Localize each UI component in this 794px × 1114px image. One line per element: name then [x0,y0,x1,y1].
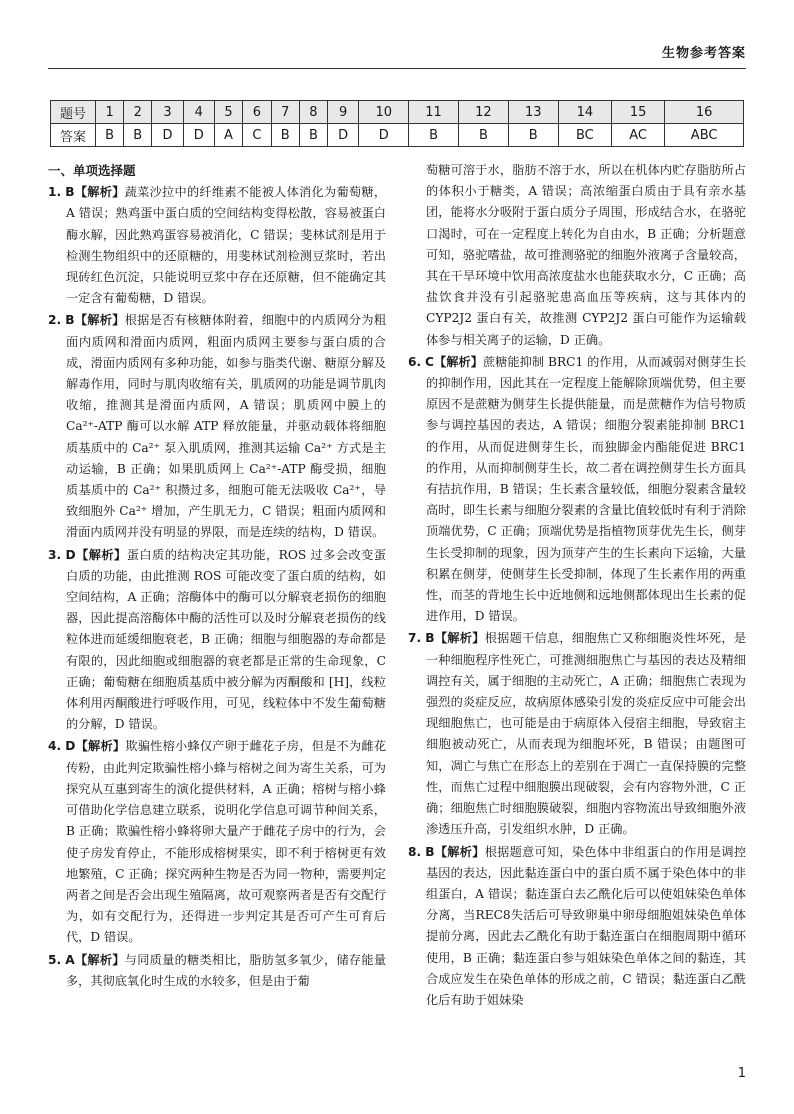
question-number-cell: 8 [299,101,327,124]
answer-cell: B [124,124,152,147]
left-column [48,160,386,993]
answer-letter: B [425,631,435,646]
row-label-answer: 答案 [51,124,96,147]
section-title: 一、单项选择题 [48,163,136,178]
page-number: 1 [737,1066,746,1081]
analysis-tag: 【解析】 [74,952,125,967]
analysis-tag: 【解析】 [434,354,483,369]
answer-cell: B [271,124,299,147]
explanation-item [48,736,386,948]
right-column [408,160,746,1012]
answer-cell: B [508,124,558,147]
question-number-cell: 10 [359,101,409,124]
explanation-text: 萄糖可溶于水，脂肪不溶于水，所以在机体内贮存脂肪所占的体积小于糖类，A 错误；高浓缩蛋白质由于具有亲水基团，能将水分吸附于蛋白质分子周围，形成结合水，在骆驼口渴时，可在一定程度上转化为自由水，B 正确；分析题意可知，骆驼嗜盐，故可推测骆驼的细胞外液离子含量较高，其在干旱环境中饮用高浓度盐水也能获取水分，C 正确；高盐饮食并没有引起骆驼患高血压等疾病，这与其体内的 CYP2J2 蛋白有关，故推测 CYP2J2 蛋白可能作为运输载体参与相关离子的运输，D 正确。 [426,163,746,347]
question-number-cell: 13 [508,101,558,124]
explanation-text: 与同质量的糖类相比，脂肪氢多氧少，储存能量多，其彻底氧化时生成的水较多，但是由于葡 [66,952,387,988]
analysis-tag: 【解析】 [75,739,126,754]
explanation-item [48,310,386,543]
answer-letter: A [65,952,75,967]
question-number-cell: 5 [214,101,242,124]
question-number: 4. [48,739,62,754]
answer-letter: B [425,844,435,859]
question-number-cell: 6 [243,101,272,124]
explanation-text: 蔗糖能抑制 BRC1 的作用，从而减弱对侧芽生长的抑制作用，因此其在一定程度上能解除顶端优势，但主要原因不是蔗糖为侧芽生长提供能量，而是蔗糖作为信号物质参与调控基因的表达，A 错误；细胞分裂素能抑制 BRC1 的作用，从而促进侧芽生长，而独脚金内酯能促进 BRC1 的作用，从而抑制侧芽生长，故二者在调控侧芽生长方面具有拮抗作用，B 错误；生长素含量较低，细胞分裂素含量较高时，即生长素与细胞分裂素的含量比值较低时有利于消除顶端优势，C 正确；顶端优势是指植物顶芽优先生长，侧芽生长受抑制的现象，因为顶芽产生的生长素向下运输，大量积累在侧芽，使侧芽生长受抑制，体现了生长素作用的两重性，而茎的背地生长中近地侧和远地侧都体现出生长素的促进作用，D 错误。 [426,354,747,624]
question-number: 2. [48,313,62,328]
answer-cell: B [409,124,459,147]
answer-letter: D [65,547,76,562]
question-number: 1. [48,185,62,200]
explanation-item [408,352,746,628]
question-number: 5. [48,952,62,967]
analysis-tag: 【解析】 [434,844,485,859]
row-label-question-number: 题号 [51,101,96,124]
question-number-cell: 3 [152,101,183,124]
explanation-item [48,545,386,736]
answer-cell: D [152,124,183,147]
answer-letter: C [425,354,434,369]
question-number-cell: 1 [96,101,124,124]
question-number-cell: 9 [328,101,359,124]
explanation-text: 根据题干信息，细胞焦亡又称细胞炎性坏死，是一种细胞程序性死亡，可推测细胞焦亡与基因的表达及精细调控有关，属于细胞的主动死亡，A 正确；细胞焦亡表现为强烈的炎症反应，故病原体感染引发的炎症反应中可能会出现细胞焦亡，也可能是由于病原体入侵宿主细胞，导致宿主细胞被动死亡，从而表现为细胞坏死，B 错误；由题图可知，凋亡与焦亡在形态上的差别在于凋亡一直保持膜的完整性，而焦亡过程中细胞膜出现破裂，会有内容物外泄，C 正确；细胞焦亡时细胞膜破裂，细胞内容物流出导致细胞外液渗透压升高，引发组织水肿，D 正确。 [426,631,747,837]
question-number-cell: 11 [409,101,459,124]
explanation-text: 欺骗性榕小蜂仅产卵于雌花子房，但是不为雌花传粉，由此判定欺骗性榕小蜂与榕树之间为寄生关系，可为探究从互惠到寄生的演化提供材料，A 正确；榕树与榕小蜂可借助化学信息建立联系，说明化学信息可调节种间关系，B 正确；欺骗性榕小蜂将卵大量产于雌花子房中的行为，会使子房发育停止，不能形成榕树果实，即不利于榕树更有效地繁殖，C 正确；探究两种生物是否为同一物种，需要判定两者之间是否会出现生殖隔离，故可观察两者是否有交配行为，如有交配行为，还得进一步判定其是否可产生可育后代，D 错误。 [66,739,387,945]
explanation-text: 根据是否有核糖体附着，细胞中的内质网分为粗面内质网和滑面内质网，粗面内质网主要参与蛋白质的合成，滑面内质网有多种功能，如参与脂类代谢、糖原分解及解毒作用，同时与肌肉收缩有关，肌质网的功能是调节肌肉收缩，推测其是滑面内质网，A 错误；肌质网中膜上的 Ca²⁺-ATP 酶可以水解 ATP 释放能量，并驱动载体将细胞质基质中的 Ca²⁺ 泵入肌质网，推测其运输 Ca²⁺ 方式是主动运输，B 正确；如果肌质网上 Ca²⁺-ATP 酶受损，细胞质基质中的 Ca²⁺ 积攒过多，细胞可能无法吸收 Ca²⁺，导致细胞外 Ca²⁺ 增加，产生肌无力，C 错误；粗面内质网和滑面内质网并没有明显的界限，而是连续的结构，D 错误。 [66,313,387,540]
question-number-cell: 16 [665,101,744,124]
explanation-text: 蛋白质的结构决定其功能，ROS 过多会改变蛋白质的功能，由此推测 ROS 可能改变了蛋白质的结构，如空间结构，A 正确；溶酶体中的酶可以分解衰老损伤的细胞器，因此提高溶酶体中酶的活性可以及时分解衰老损伤的线粒体进而延缓细胞衰老，B 正确；细胞与细胞器的寿命都是有限的，因此细胞或细胞器的衰老都是正常的生命现象，C 正确；葡萄糖在细胞质基质中被分解为丙酮酸和 [H]，线粒体利用丙酮酸进行呼吸作用，可见，线粒体中不发生葡萄糖的分解，D 错误。 [66,547,387,732]
answer-cell: C [243,124,272,147]
question-number-cell: 2 [124,101,152,124]
analysis-tag: 【解析】 [74,185,125,200]
answer-cell: D [328,124,359,147]
question-number-cell: 15 [612,101,665,124]
answer-table-answer-row [51,124,744,147]
question-number-cell: 4 [183,101,214,124]
explanation-item [408,160,746,351]
explanation-item [408,842,746,1012]
answer-cell: B [96,124,124,147]
question-number: 8. [408,844,422,859]
answer-cell: D [183,124,214,147]
answer-cell: B [299,124,327,147]
answer-table-number-row [51,101,744,124]
answer-table [50,100,744,147]
explanation-item [48,182,386,309]
explanation-text: 蔬菜沙拉中的纤维素不能被人体消化为葡萄糖，A 错误；熟鸡蛋中蛋白质的空间结构变得松散，容易被蛋白酶水解，因此熟鸡蛋容易被消化，C 错误；斐林试剂是用于检测生物组织中的还原糖的，用斐林试剂检测豆浆时，若出现砖红色沉淀，只能说明豆浆中存在还原糖，但不能确定其一定含有葡萄糖，D 错误。 [66,185,387,306]
answer-cell: B [458,124,508,147]
question-number-cell: 14 [558,101,611,124]
answer-cell: BC [558,124,611,147]
answer-cell: A [214,124,242,147]
header-divider [48,68,746,69]
question-number-cell: 7 [271,101,299,124]
answer-cell: ABC [665,124,744,147]
analysis-tag: 【解析】 [434,631,485,646]
page-header-title: 生物参考答案 [661,46,746,61]
answer-cell: AC [612,124,665,147]
explanation-item [408,628,746,840]
analysis-tag: 【解析】 [74,313,125,328]
question-number-cell: 12 [458,101,508,124]
answer-cell: D [359,124,409,147]
answer-letter: B [65,313,75,328]
explanation-text: 根据题意可知，染色体中非组蛋白的作用是调控基因的表达，因此黏连蛋白中的蛋白质不属于染色体中的非组蛋白，A 错误；黏连蛋白去乙酰化后可以使姐妹染色单体分离，当REC8失活后可导致卵巢中卵母细胞姐妹染色单体提前分离，因此去乙酰化有助于黏连蛋白在细胞周期中循环使用，B 正确；黏连蛋白参与姐妹染色单体之间的黏连，其合成应发生在染色单体的形成之前，C 错误；黏连蛋白乙酰化后有助于姐妹染 [426,844,747,1007]
explanation-item [48,950,386,992]
answer-letter: B [65,185,75,200]
question-number: 3. [48,547,62,562]
question-number: 7. [408,631,422,646]
question-number: 6. [408,354,422,369]
answer-letter: D [65,739,76,754]
analysis-tag: 【解析】 [75,547,127,562]
